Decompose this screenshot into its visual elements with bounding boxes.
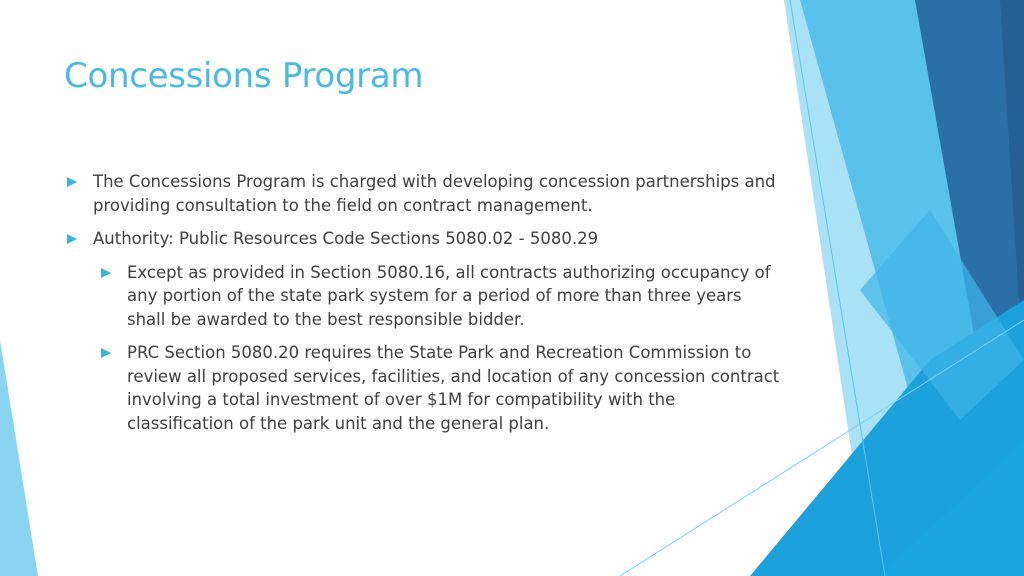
slide-title: Concessions Program (64, 56, 424, 96)
bullet-arrow-icon (101, 268, 111, 278)
bullet-text: The Concessions Program is charged with developing concession partnerships and providing consultation to the field on contract management. (93, 172, 776, 215)
sub-bullet-item (98, 341, 784, 435)
bullet-arrow-icon (67, 234, 77, 244)
bullet-item (64, 170, 784, 217)
left-edge-shape (0, 340, 38, 576)
sub-bullet-text: PRC Section 5080.20 requires the State Park and Recreation Commission to review all proposed services, facilities, and location of any concession contract involving a total investment of over $1M for compatibility with the classification of the park unit and the general plan. (127, 343, 780, 433)
sub-bullet-text: Except as provided in Section 5080.16, all contracts authorizing occupancy of any portion of the state park system for a period of more than three years shall be awarded to the best responsible bidder. (127, 262, 771, 329)
slide-content (64, 170, 784, 445)
sub-bullet-item (98, 261, 784, 332)
bullet-arrow-icon (67, 177, 77, 187)
bullet-arrow-icon (101, 348, 111, 358)
bullet-item (64, 227, 784, 251)
bullet-text: Authority: Public Resources Code Sections 5080.02 - 5080.29 (93, 229, 599, 248)
